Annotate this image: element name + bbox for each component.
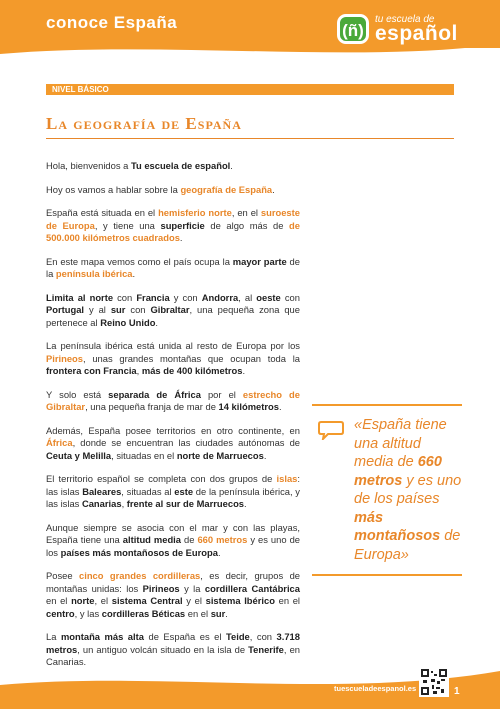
page-number: 1 [454, 686, 460, 697]
logo-line1: tu escuela de [375, 14, 435, 25]
quote-text: «España tiene una altitud media de 660 metros y es uno de los países más montañosos de Europa» [354, 417, 462, 563]
quote-bottom-rule [312, 574, 462, 576]
paragraph-9: El territorio español se completa con dos grupos de islas: las islas Baleares, situadas al este de la península ibérica, y las islas Canarias, frente al sur de Marruecos. [46, 473, 300, 509]
logo-line2: español [375, 22, 458, 45]
speech-bubble-icon [318, 420, 344, 440]
page-title: La geografía de España [46, 114, 242, 133]
paragraph-4: En este mapa vemos como el país ocupa la mayor parte de la península ibérica. [46, 255, 300, 279]
level-label: NIVEL BÁSICO [52, 85, 109, 94]
pull-quote [312, 404, 462, 576]
header-title: conoce España [46, 13, 178, 32]
logo-badge: (ñ) [337, 14, 369, 44]
logo [337, 14, 497, 54]
paragraph-8: Además, España posee territorios en otro continente, en África, donde se encuentran las ciudades autónomas de Ceuta y Melilla, situadas en el norte de Marruecos. [46, 424, 300, 461]
article-body [46, 160, 300, 680]
title-underline [46, 138, 454, 139]
qr-code-icon [419, 667, 449, 697]
paragraph-5: Limita al norte con Francia y con Andorra, al oeste con Portugal y al sur con Gibraltar, una pequeña zona que pertenece al Reino Unido. [46, 291, 300, 328]
paragraph-12: La montaña más alta de España es el Teide, con 3.718 metros, un antiguo volcán situado en la isla de Tenerife, en Canarias. [46, 631, 300, 667]
paragraph-10: Aunque siempre se asocia con el mar y con las playas, España tiene una altitud media de 660 metros y es uno de los países más montañosos de Europa. [46, 521, 301, 558]
paragraph-2: Hoy os vamos a hablar sobre la geografía de España. [46, 183, 275, 195]
paragraph-6: La península ibérica está unida al resto de Europa por los Pirineos, unas grandes montañas que ocupan toda la frontera con Francia, más de 400 kilómetros. [46, 340, 300, 376]
paragraph-7: Y solo está separada de África por el estrecho de Gibraltar, una pequeña franja de mar de 14 kilómetros. [46, 388, 300, 412]
quote-top-rule [312, 404, 462, 406]
level-bar [46, 84, 454, 95]
paragraph-3: España está situada en el hemisferio norte, en el suroeste de Europa, y tiene una superficie de algo más de de 500.000 kilómetros cuadrados. [46, 207, 300, 243]
paragraph-1: Hola, bienvenidos a Tu escuela de español. [46, 160, 233, 171]
footer-url[interactable]: tuescueladeespanol.es [334, 684, 417, 693]
paragraph-11: Posee cinco grandes cordilleras, es decir, grupos de montañas unidas: los Pirineos y la cordillera Cantábrica en el norte, el sistema Central y el sistema Ibérico en el centro, y las cordilleras Béticas en el sur. [46, 570, 300, 619]
